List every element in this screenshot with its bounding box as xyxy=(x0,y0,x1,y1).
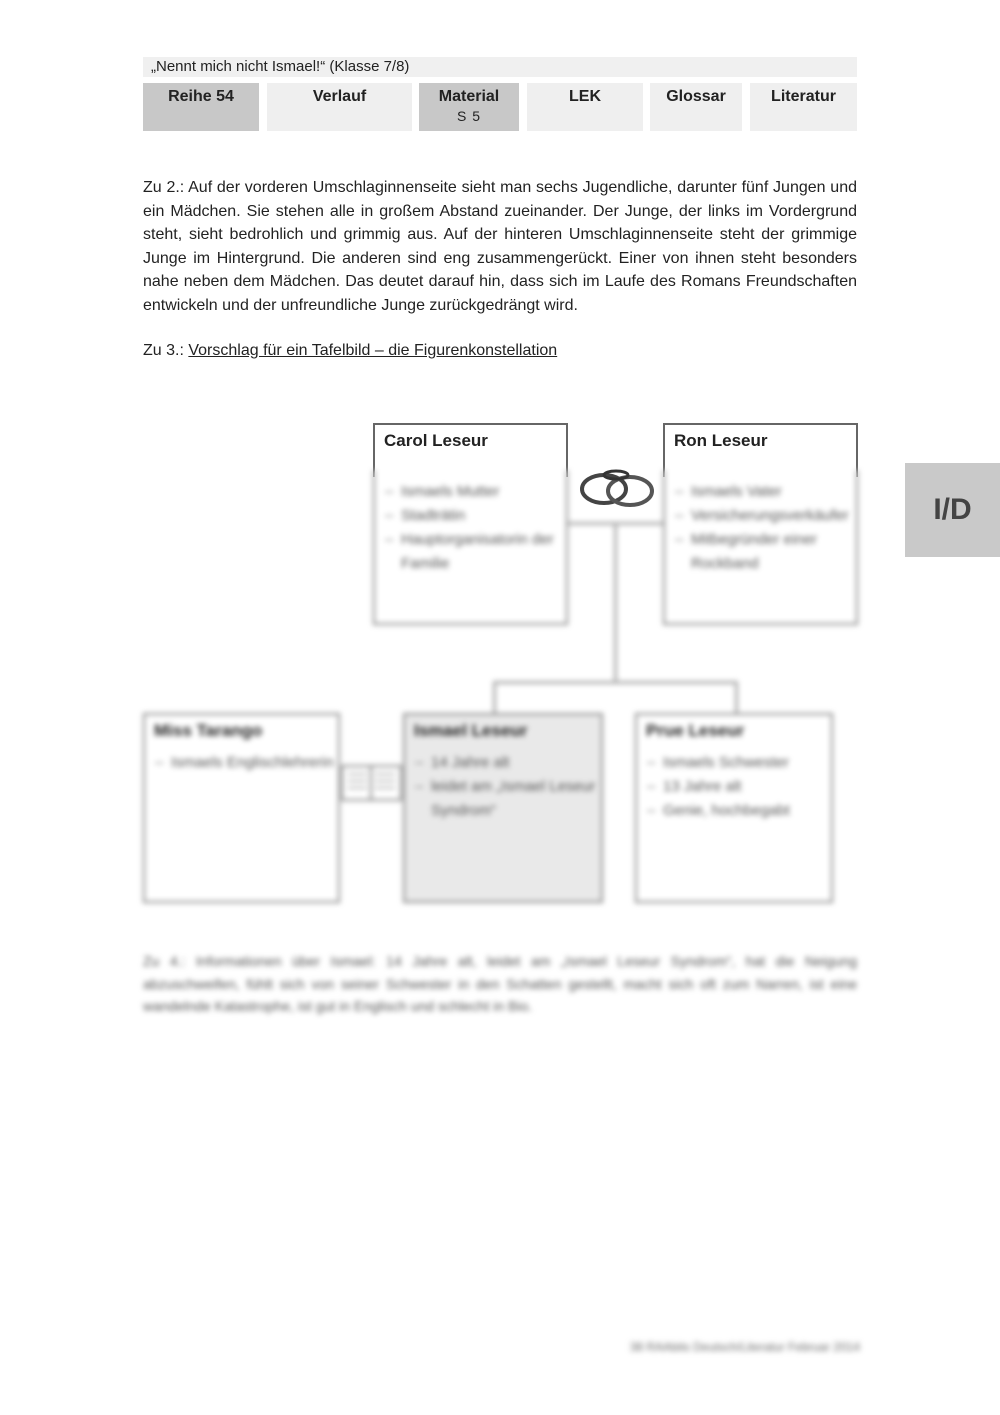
tab-reihe[interactable] xyxy=(143,83,259,131)
child-line-ismael xyxy=(493,681,496,715)
list-item: – Ismaels Schwester xyxy=(663,751,831,775)
list-item: – Mitbegründer einer Rockband xyxy=(691,528,856,576)
descent-line xyxy=(614,523,617,683)
carol-list xyxy=(375,480,566,576)
list-item: – leidet am „Ismael Leseur Syndrom“ xyxy=(431,775,601,823)
wedding-rings-icon xyxy=(572,463,662,513)
tab-literatur[interactable] xyxy=(750,83,857,131)
ismael-name: Ismael Leseur xyxy=(414,721,528,740)
tab-label: LEK xyxy=(569,88,601,105)
tab-material[interactable] xyxy=(419,83,519,131)
tab-label: Material xyxy=(438,88,500,105)
tab-verlauf[interactable] xyxy=(267,83,412,131)
answer-3-title: Vorschlag für ein Tafelbild – die Figurenkonstellation xyxy=(188,342,558,359)
list-item: – 13 Jahre alt xyxy=(663,775,831,799)
answer-4-paragraph: Zu 4.: Informationen über Ismael: 14 Jahre alt, leidet am „Ismael Leseur Syndrom“, hat die Neigung abzuschweifen, fühlt sich von seiner Schwester in den Schatten gestellt, macht sich oft zum Narren, ist eine wandelnde Katastrophe, ist gut in Englisch und schlecht in Bio. xyxy=(143,953,857,1014)
answer-2-paragraph: Zu 2.: Auf der vorderen Umschlaginnenseite sieht man sechs Jugendliche, darunter fünf Jungen und ein Mädchen. Sie stehen alle in großem Abstand zueinander. Der Junge, der links im Vordergrund steht, sieht bedrohlich und grimmig aus. Auf der hinteren Umschlaginnenseite steht der grimmige Junge im Hintergrund. Die anderen sind eng zusammengerückt. Einer von ihnen steht besonders nahe neben dem Mädchen. Das deutet darauf hin, dass sich im Laufe des Romans Freundschaften entwickeln und der unfreundliche Junge zurückgedrängt wird. xyxy=(143,179,857,314)
tab-label: Reihe 54 xyxy=(168,88,234,105)
ron-name: Ron Leseur xyxy=(674,431,768,450)
miss-name: Miss Tarango xyxy=(154,721,263,740)
prue-box xyxy=(635,713,833,903)
ismael-list xyxy=(405,751,601,823)
tab-label: Literatur xyxy=(771,88,836,105)
ron-box-header xyxy=(663,423,858,477)
answer-3-heading xyxy=(143,340,557,362)
prue-list xyxy=(637,751,831,823)
child-line-prue xyxy=(735,681,738,715)
list-item: – Versicherungsverkäufer xyxy=(691,504,856,528)
answer-3-prefix: Zu 3.: xyxy=(143,342,184,359)
tab-glossar[interactable] xyxy=(650,83,742,131)
tab-label: Glossar xyxy=(666,88,726,105)
carol-name: Carol Leseur xyxy=(384,431,488,450)
tab-label: Verlauf xyxy=(312,88,367,105)
tab-lek[interactable] xyxy=(527,83,643,131)
ron-list xyxy=(665,480,856,576)
list-item: – 14 Jahre alt xyxy=(431,751,601,775)
list-item: – Ismaels Vater xyxy=(691,480,856,504)
section-side-tab: I/D xyxy=(905,463,1000,557)
carol-box-header xyxy=(373,423,568,477)
tab-sublabel: S 5 xyxy=(456,108,481,124)
footer-copyright: 38 RAAbits Deutsch/Literatur Februar 2014 xyxy=(629,1340,860,1354)
miss-box xyxy=(143,713,340,903)
document-title: „Nennt mich nicht Ismael!“ (Klasse 7/8) xyxy=(143,57,857,77)
list-item: – Ismaels Mutter xyxy=(401,480,566,504)
list-item: – Ismaels Englischlehrerin xyxy=(171,751,338,775)
ron-box-body xyxy=(663,470,858,625)
list-item: – Stadträtin xyxy=(401,504,566,528)
list-item: – Hauptorganisatorin der Familie xyxy=(401,528,566,576)
miss-list xyxy=(145,751,338,775)
children-line xyxy=(493,681,738,684)
prue-name: Prue Leseur xyxy=(646,721,745,740)
list-item: – Genie, hochbegabt xyxy=(663,799,831,823)
carol-box-body xyxy=(373,470,568,625)
ismael-box xyxy=(403,713,603,903)
book-icon xyxy=(340,762,403,804)
